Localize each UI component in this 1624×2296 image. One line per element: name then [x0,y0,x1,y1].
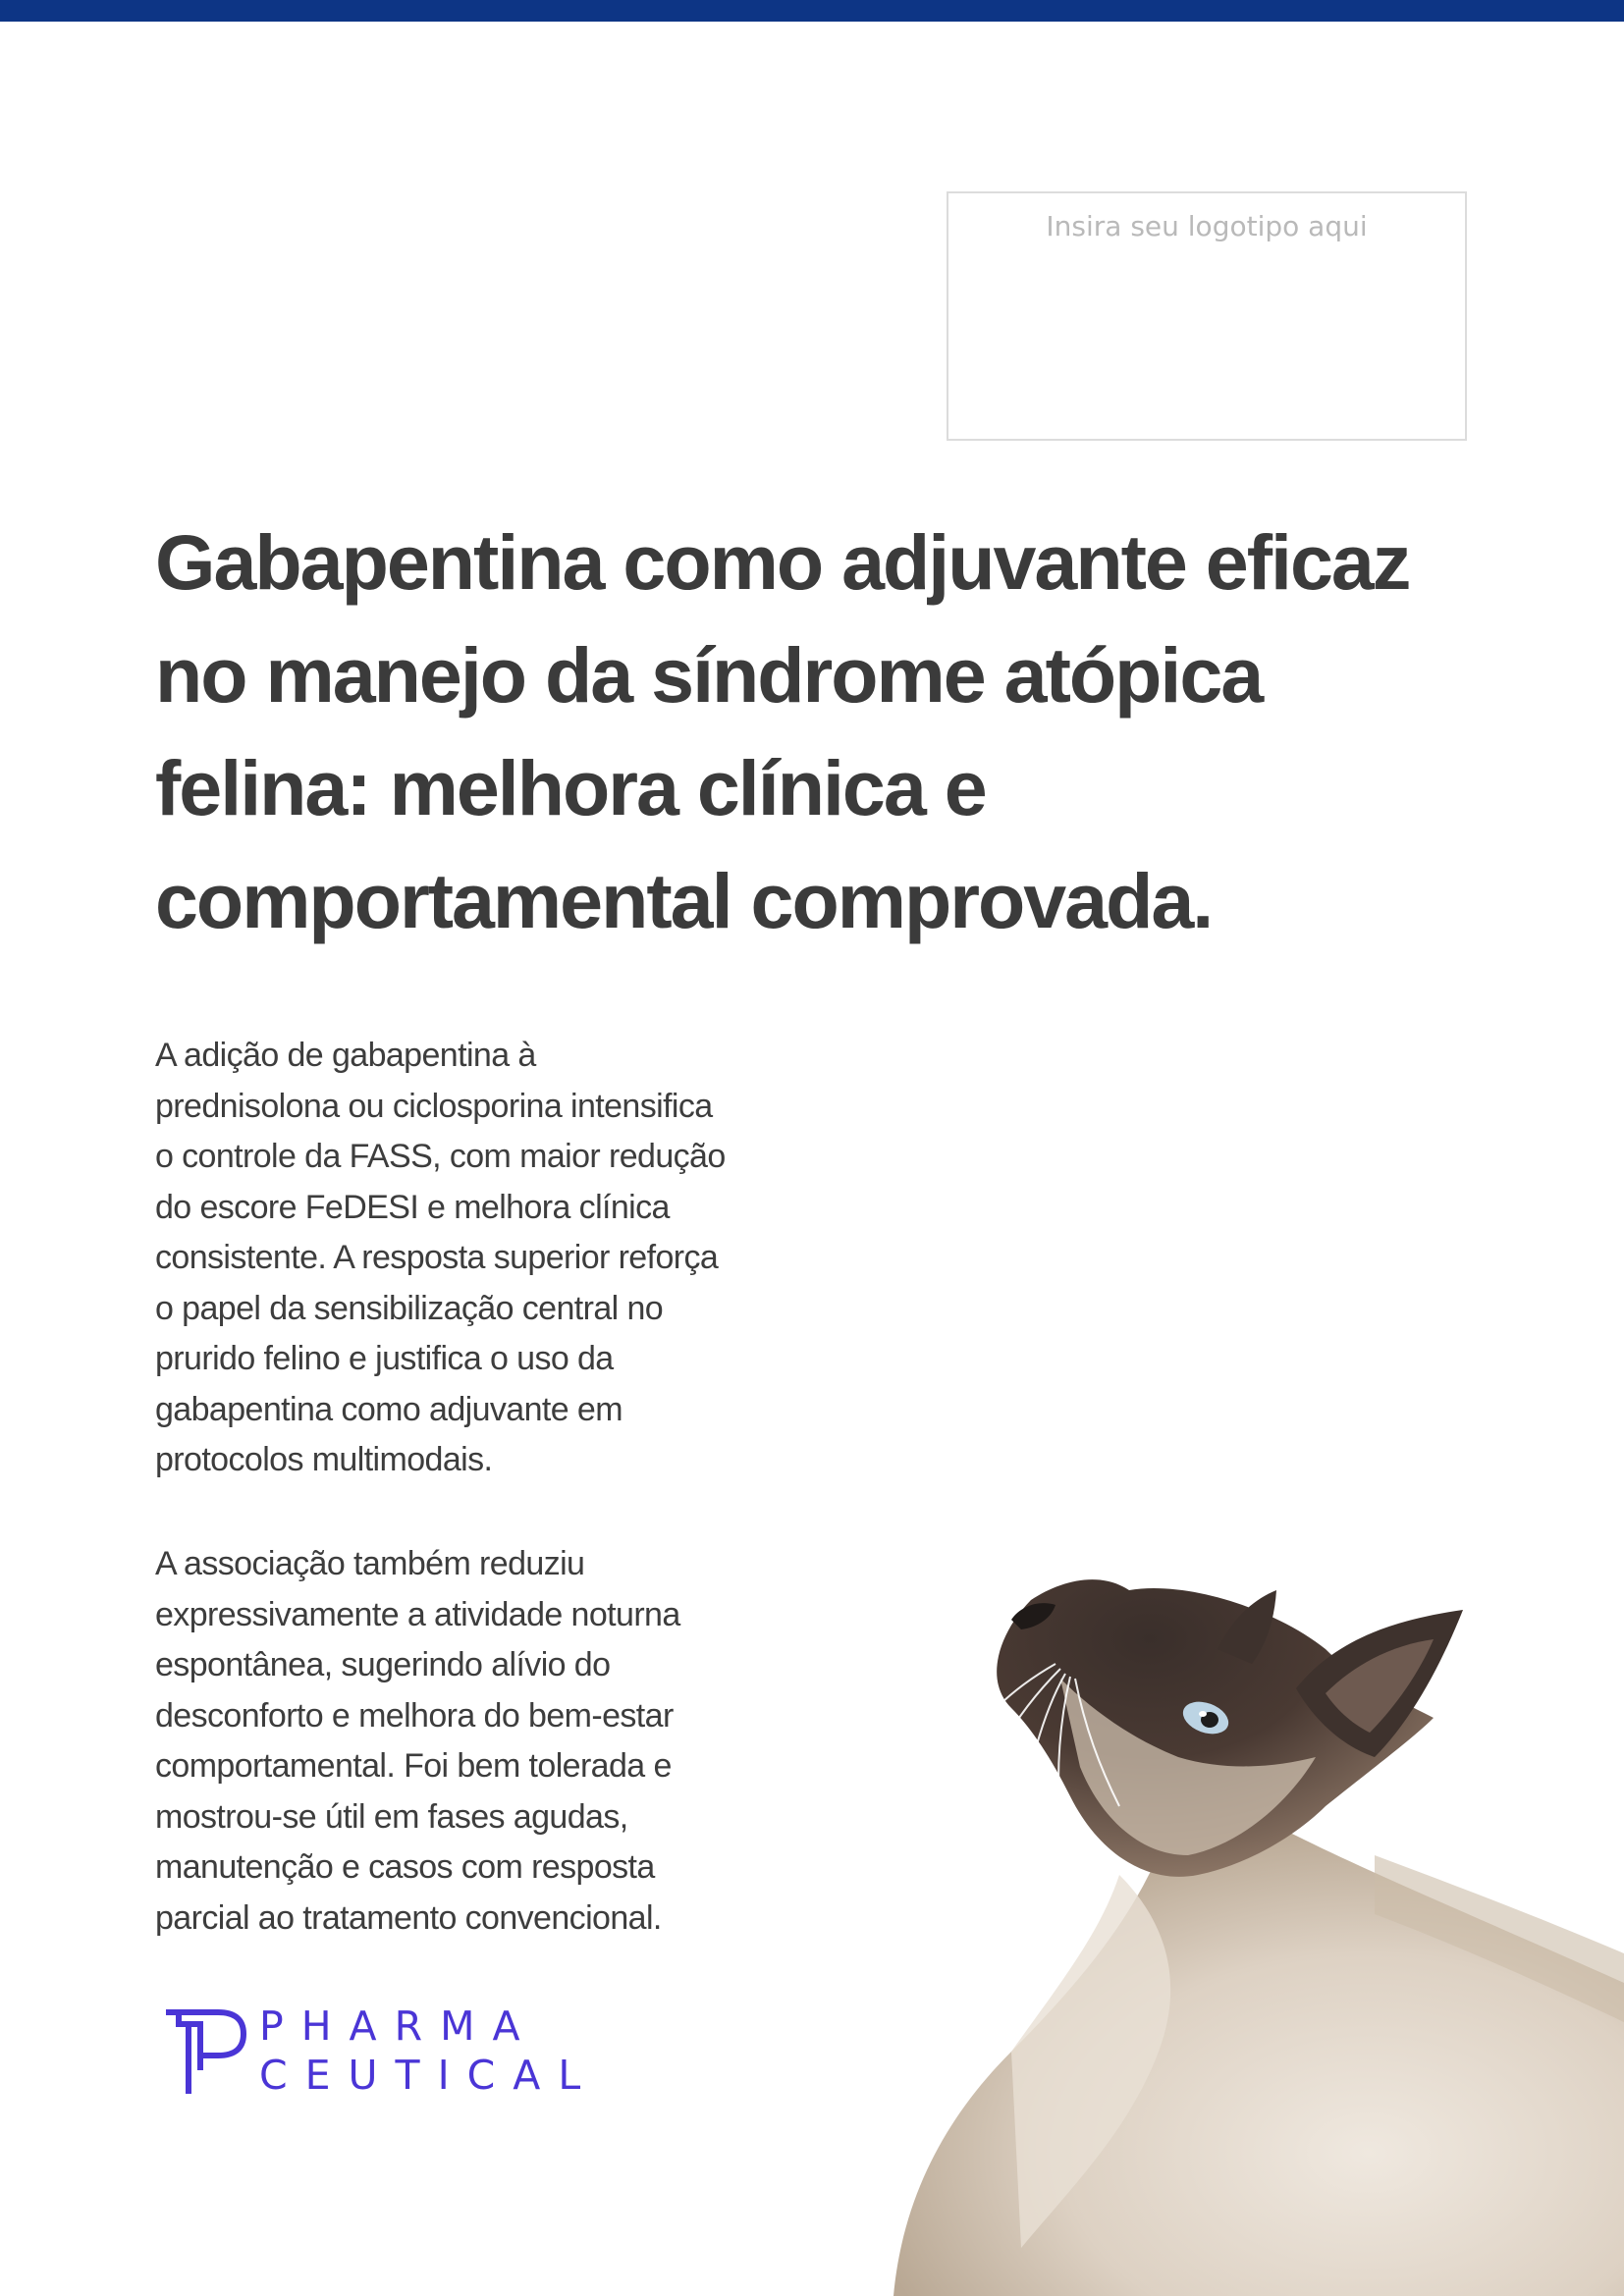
text-line: o papel da sensibilização central no [155,1289,664,1327]
body-paragraph-1 [155,1031,744,1486]
text-line: consistente. A resposta superior reforça [155,1239,719,1276]
siamese-cat-image [864,1561,1624,2296]
text-line: comportamental. Foi bem tolerada e [155,1747,672,1785]
text-line: o controle da FASS, com maior redução [155,1138,726,1175]
text-line: prednisolona ou ciclosporina intensifica [155,1087,713,1125]
body-paragraph-2 [155,1539,744,1944]
text-line: expressivamente a atividade noturna [155,1595,680,1633]
text-line: gabapentina como adjuvante em [155,1390,623,1428]
text-line: manutenção e casos com resposta [155,1848,655,1886]
text-line: espontânea, sugerindo alívio do [155,1646,611,1683]
text-line: A associação também reduziu [155,1545,585,1582]
title-line: felina: melhora clínica e [155,744,986,831]
p-monogram-icon [169,2012,244,2091]
text-line: A adição de gabapentina à [155,1037,536,1074]
top-accent-bar [0,0,1624,22]
text-line: prurido felino e justifica o uso da [155,1340,614,1377]
text-line: do escore FeDESI e melhora clínica [155,1188,670,1226]
title-line: Gabapentina como adjuvante eficaz [155,518,1410,606]
page-title [155,506,1471,957]
text-line: parcial ao tratamento convencional. [155,1898,662,1937]
title-line: comportamental comprovada. [155,857,1213,944]
brand-name-line-2: CEUTICAL [259,2052,599,2099]
brand-name-line-1: PHARMA [259,2002,538,2050]
text-line: mostrou-se útil em fases agudas, [155,1797,628,1836]
logo-placeholder [947,191,1467,441]
text-line: desconforto e melhora do bem-estar [155,1696,674,1735]
title-line: no manejo da síndrome atópica [155,631,1263,719]
text-line: protocolos multimodais. [155,1441,493,1478]
logo-placeholder-text: Insira seu logotipo aqui [1046,210,1368,242]
